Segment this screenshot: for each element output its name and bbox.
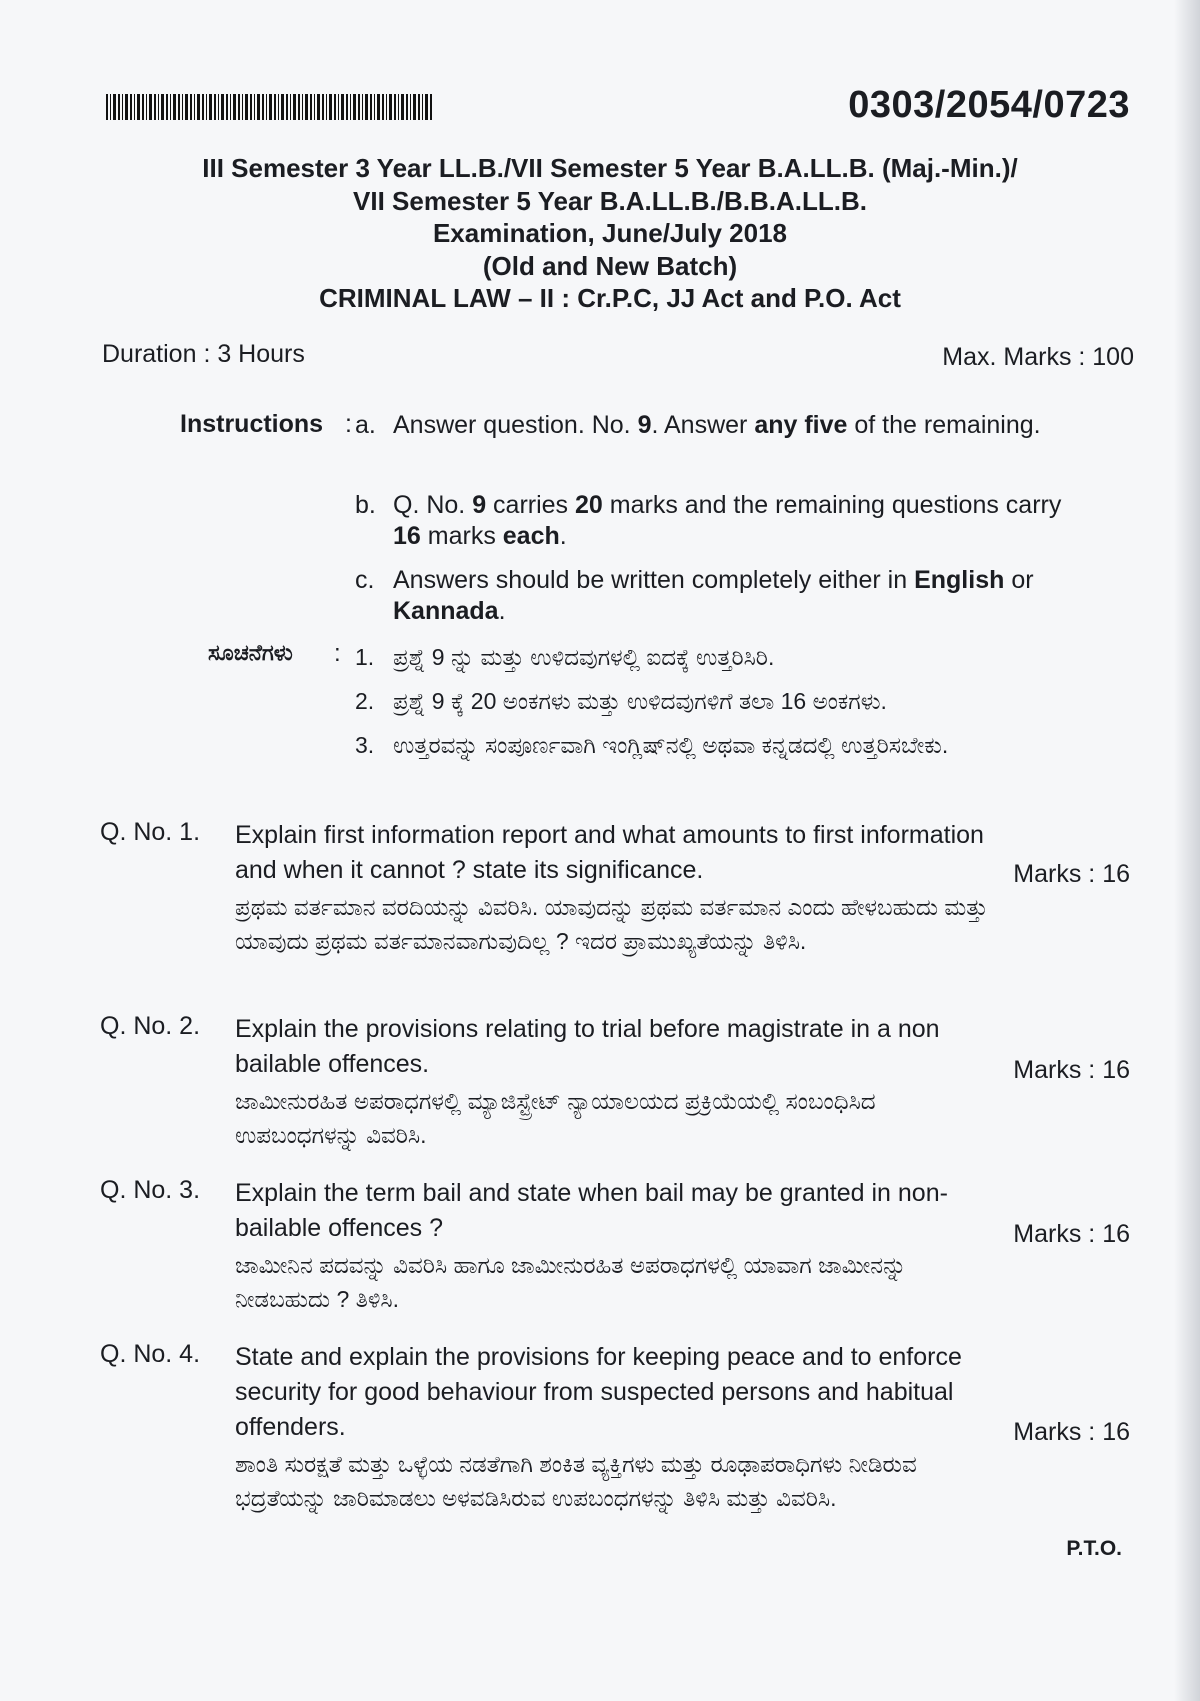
kannada-instruction-2: 2. ಪ್ರಶ್ನೆ 9 ಕ್ಕೆ 20 ಅಂಕಗಳು ಮತ್ತು ಉಳಿದವುಗಳಿಗೆ ತಲಾ 16 ಅಂಕಗಳು. (355, 688, 887, 714)
instruction-c (355, 565, 1075, 627)
question-3 (100, 1176, 1140, 1316)
header-line-3: Examination, June/July 2018 (432, 218, 788, 248)
instruction-letter: a. (355, 411, 376, 439)
page-edge-shadow (1174, 0, 1200, 1701)
barcode (106, 94, 432, 120)
question-text-english: State and explain the provisions for keeping peace and to enforce security for good behaviour from suspected persons and habitual offenders. (235, 1343, 962, 1441)
question-marks: Marks : 16 (1013, 1056, 1130, 1084)
header-line-4: (Old and New Batch) (482, 250, 738, 281)
kannada-instructions-colon: : (334, 640, 341, 667)
instruction-letter: b. (355, 491, 376, 519)
duration: Duration : 3 Hours (102, 340, 305, 368)
question-number: Q. No. 1. (100, 818, 201, 846)
header-line-5: CRIMINAL LAW – II : Cr.P.C, JJ Act and P.O. Act (319, 283, 901, 313)
kannada-instruction-1: 1. ಪ್ರಶ್ನೆ 9 ನ್ನು ಮತ್ತು ಉಳಿದವುಗಳಲ್ಲಿ ಐದಕ್ಕೆ ಉತ್ತರಿಸಿರಿ. (355, 644, 775, 670)
question-text-english: Explain first information report and what amounts to first information and when it cannot ? state its significance. (235, 821, 984, 884)
instruction-text: Answers should be written completely either in English or Kannada. (393, 566, 1034, 625)
paper-code: 0303/2054/0723 (848, 84, 1130, 126)
question-number: Q. No. 3. (100, 1176, 201, 1204)
instruction-text: Answer question. No. 9. Answer any five of the remaining. (393, 411, 1041, 439)
instruction-b (355, 490, 1075, 552)
question-1 (100, 818, 1140, 958)
question-4 (100, 1340, 1140, 1515)
question-text-kannada: ಶಾಂತಿ ಸುರಕ್ಷತೆ ಮತ್ತು ಒಳ್ಳೆಯ ನಡತೆಗಾಗಿ ಶಂಕಿತ ವ್ಯಕ್ತಿಗಳು ಮತ್ತು ರೂಢಾಪರಾಧಿಗಳು ನೀಡಿರುವ ಭದ್ರತೆಯನ್ನು ಜಾರಿಮಾಡಲು ಅಳವಡಿಸಿರುವ ಉಪಬಂಧಗಳನ್ನು ತಿಳಿಸಿ ಮತ್ತು ವಿವರಿಸಿ. (235, 1451, 917, 1511)
instructions-colon: : (345, 410, 352, 438)
question-text-kannada: ಜಾಮೀನುರಹಿತ ಅಪರಾಧಗಳಲ್ಲಿ ಮ್ಯಾಜಿಸ್ಟ್ರೇಟ್ ನ್ಯಾಯಾಲಯದ ಪ್ರಕ್ರಿಯೆಯಲ್ಲಿ ಸಂಬಂಧಿಸಿದ ಉಪಬಂಧಗಳನ್ನು ವಿವರಿಸಿ. (235, 1088, 876, 1148)
kannada-instructions-label: ಸೂಚನೆಗಳು (208, 640, 293, 665)
header-line-1: III Semester 3 Year LL.B./VII Semester 5 Year B.A.LL.B. (Maj.-Min.)/ (202, 153, 1018, 183)
instructions-label: Instructions (180, 410, 324, 438)
header-line-2: VII Semester 5 Year B.A.LL.B./B.B.A.LL.B. (353, 185, 867, 216)
question-text-kannada: ಜಾಮೀನಿನ ಪದವನ್ನು ವಿವರಿಸಿ ಹಾಗೂ ಜಾಮೀನುರಹಿತ ಅಪರಾಧಗಳಲ್ಲಿ ಯಾವಾಗ ಜಾಮೀನನ್ನು ನೀಡಬಹುದು ? ತಿಳಿಸಿ. (235, 1252, 907, 1312)
exam-header (110, 152, 1110, 315)
instruction-letter: c. (355, 566, 375, 594)
question-marks: Marks : 16 (1013, 1418, 1130, 1446)
question-text-kannada: ಪ್ರಥಮ ವರ್ತಮಾನ ವರದಿಯನ್ನು ವಿವರಿಸಿ. ಯಾವುದನ್ನು ಪ್ರಥಮ ವರ್ತಮಾನ ಎಂದು ಹೇಳಬಹುದು ಮತ್ತು ಯಾವುದು ಪ್ರಥಮ ವರ್ತಮಾನವಾಗುವುದಿಲ್ಲ ? ಇದರ ಪ್ರಾಮುಖ್ಯತೆಯನ್ನು ತಿಳಿಸಿ. (235, 894, 988, 954)
instruction-text: Q. No. 9 carries 20 marks and the remaining questions carry 16 marks each. (393, 491, 1062, 550)
question-marks: Marks : 16 (1013, 860, 1130, 888)
question-number: Q. No. 2. (100, 1012, 201, 1040)
question-2 (100, 1012, 1140, 1152)
question-marks: Marks : 16 (1013, 1220, 1130, 1248)
question-text-english: Explain the provisions relating to trial before magistrate in a non bailable offences. (235, 1015, 940, 1078)
kannada-instruction-3: 3. ಉತ್ತರವನ್ನು ಸಂಪೂರ್ಣವಾಗಿ ಇಂಗ್ಲಿಷ್‌ನಲ್ಲಿ ಅಥವಾ ಕನ್ನಡದಲ್ಲಿ ಉತ್ತರಿಸಬೇಕು. (355, 732, 949, 758)
instruction-a (355, 410, 1075, 441)
max-marks: Max. Marks : 100 (942, 343, 1134, 371)
page-turn-over: P.T.O. (1066, 1537, 1122, 1560)
question-number: Q. No. 4. (100, 1340, 201, 1368)
question-text-english: Explain the term bail and state when bail may be granted in non-bailable offences ? (235, 1179, 948, 1242)
